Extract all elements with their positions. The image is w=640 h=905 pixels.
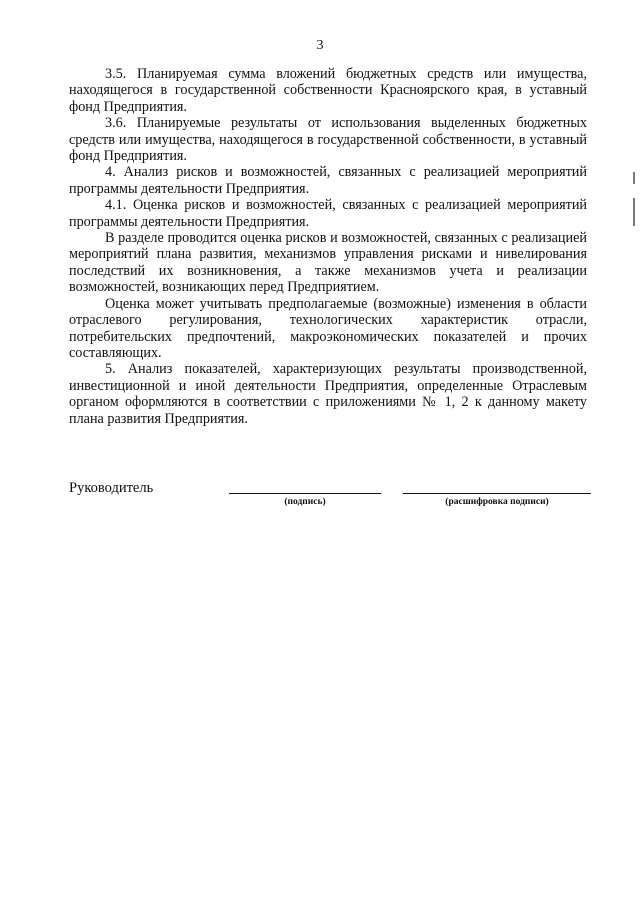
signature-decode-line (403, 493, 591, 494)
signature-block (69, 480, 599, 520)
paragraph-assessment: Оценка может учитывать предполагаемые (возможные) изменения в области отраслевого регулирования, технологических характеристик отрасли, потребительских предпочтений, макроэкономических показателей и прочих составляющих. (69, 295, 587, 361)
signer-title: Руководитель (69, 480, 154, 496)
section-4-heading: 4. Анализ рисков и возможностей, связанных с реализацией мероприятий программы деятельности Предприятия. (69, 164, 587, 197)
signature-line (229, 493, 381, 494)
document-body (69, 66, 587, 427)
paragraph-3-6: 3.6. Планируемые результаты от использования выделенных бюджетных средств или имущества, находящегося в государственной собственности, в уставный фонд Предприятия. (69, 115, 587, 165)
signature-decode-caption: (расшифровка подписи) (445, 497, 549, 507)
paragraph-section-description: В разделе проводится оценка рисков и возможностей, связанных с реализацией мероприятий плана развития, механизмов управления рисками и нивелирования последствий их возникновения, а также механизмов учета и реализации возможностей, возникающих перед Предприятием. (69, 230, 587, 296)
page-number: 3 (316, 38, 324, 53)
paragraph-4-1: 4.1. Оценка рисков и возможностей, связанных с реализацией мероприятий программы деятельности Предприятия. (69, 197, 587, 230)
signature-caption: (подпись) (284, 497, 326, 507)
paragraph-3-5: 3.5. Планируемая сумма вложений бюджетных средств или имущества, находящегося в государственной собственности Красноярского края, в уставный фонд Предприятия. (69, 66, 587, 115)
section-5-heading: 5. Анализ показателей, характеризующих результаты производственной, инвестиционной и иной деятельности Предприятия, определенные Отраслевым органом оформляются в соответствии с приложениями № 1, 2 к данному макету плана развития Предприятия. (69, 361, 587, 427)
scan-edge-mark-2 (633, 198, 635, 226)
scan-edge-mark-1 (633, 172, 635, 184)
